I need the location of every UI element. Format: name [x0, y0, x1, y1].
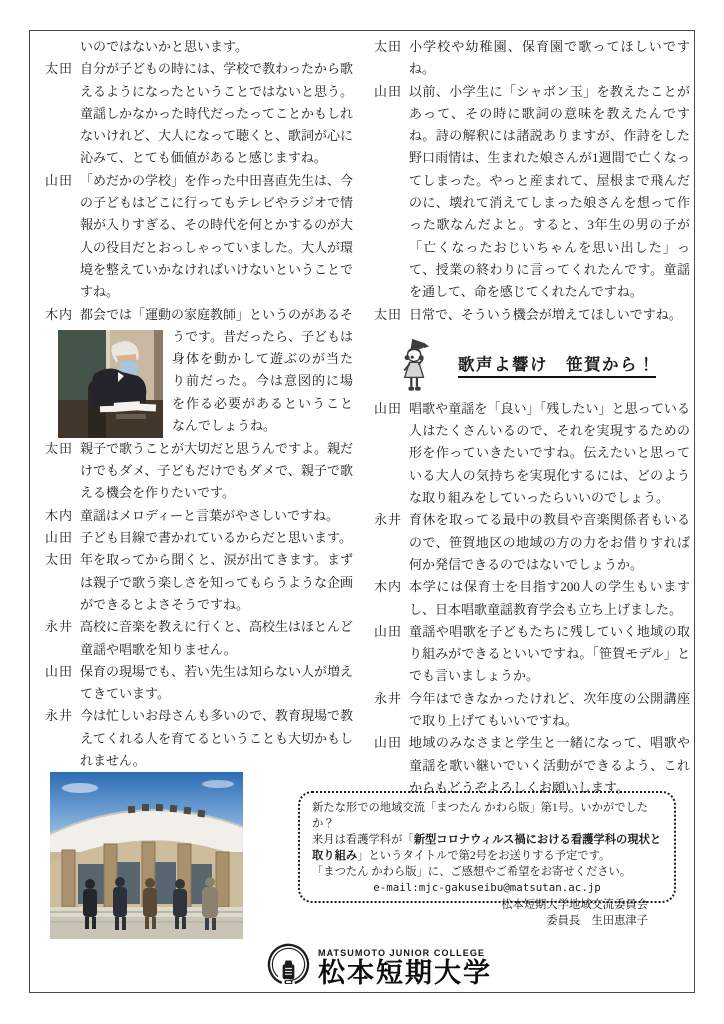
speaker-label: 木内 [45, 507, 74, 523]
dialogue-row [45, 438, 353, 505]
dialogue-row [374, 509, 690, 576]
speaker-label: 太田 [374, 306, 403, 322]
speaker-label: 太田 [45, 440, 74, 456]
dialogue-text: 今は忙しいお母さんも多いので、教育現場で教えてくれる人を育てるということも大切かもしれません。 [80, 708, 354, 769]
dialogue-text: 都会では「運動の家庭教師」というのがあるそ [80, 306, 354, 322]
dialogue-row [45, 36, 353, 58]
dialogue-row [45, 58, 353, 169]
dialogue-row [45, 549, 353, 616]
dialogue-text: 親子で歌うことが大切だと思うんですよ。親だけでもダメ、子どもだけでもダメで、親子で歌える機会を作りたいです。 [80, 440, 354, 501]
speaker-label: 山田 [45, 530, 74, 546]
left-column [45, 36, 353, 772]
dialogue-row [374, 81, 690, 304]
dialogue-text: 日常で、そういう機会が増えてほしいですね。 [409, 306, 682, 322]
notice-line1: 新たな形での地域交流「まつたん かわら版」第1号。いかがでしたか？ [312, 802, 649, 831]
college-logo [266, 941, 492, 995]
dialogue-text: 唱歌や童謡を「良い」「残したい」と思っている人はたくさんいるので、それを実現するための形を作っていきたいですね。伝えたいと思っている大人の気持ちを実現化するには、どのような取り組みをしていったらいいのでしょう。 [409, 400, 690, 506]
college-emblem-icon [266, 941, 311, 995]
speaker-label: 永井 [45, 619, 74, 635]
footer-notice-box [298, 791, 676, 927]
dialogue-row [374, 732, 690, 799]
notice-bold-title: 新型コロナウィルス禍における看護学科の現状と取り組み [312, 834, 662, 863]
dialogue-text: 今年はできなかったけれど、次年度の公開講座で取り上げてもいいですね。 [409, 690, 690, 729]
dialogue-text: 地域のみなさまと学生と一緒になって、唱歌や童謡を歌い継いでいく活動ができるよう、これからもどうぞよろしくお願いします。 [409, 735, 690, 795]
dialogue-text: 本学には保育士を目指す200人の学生もいますし、日本唱歌童謡教育学会も立ち上げました。 [409, 579, 690, 617]
section-heading-block [374, 346, 690, 386]
speaker-label: 木内 [374, 579, 403, 595]
dialogue-row [45, 616, 353, 661]
dialogue-text: 保育の現場でも、若い先生は知らない人が増えてきています。 [80, 663, 354, 702]
speaker-label: 山田 [374, 735, 403, 751]
dialogue-row [374, 36, 690, 81]
logo-text-en: MATSUMOTO JUNIOR COLLEGE [318, 948, 486, 959]
dialogue-row [45, 326, 353, 438]
dialogue-row [45, 170, 353, 304]
dialogue-row [374, 304, 690, 326]
right-column [374, 36, 690, 799]
dialogue-text: 小学校や幼稚園、保育園で歌ってほしいですね。 [409, 39, 690, 77]
dialogue-row [374, 621, 690, 688]
speaker-label: 太田 [45, 61, 74, 77]
notice-line3: 「まつたん かわら版」に、ご感想やご希望をお寄せください。 [312, 866, 632, 879]
speaker-label: 山田 [374, 83, 403, 99]
speaker-label: 太田 [374, 39, 403, 54]
right-column-dialogue-bottom [374, 398, 690, 799]
dialogue-text: 童謡や唱歌を子どもたちに残していく地域の取り組みができるといいですね。「笹賀モデル」とでも言いましょうか。 [409, 623, 690, 684]
logo-text-ja: 松本短期大学 [318, 958, 492, 989]
dialogue-text: うです。昔だったら、子どもは身体を動かして遊ぶのが当たり前だった。今は意図的に場を作る必要があるということなんでしょうね。 [172, 328, 353, 434]
speaker-label: 太田 [45, 552, 74, 568]
speaker-label: 永井 [45, 708, 74, 724]
dialogue-text: 育休を取ってる最中の教員や音楽関係者もいるので、笹賀地区の地域の方の力をお借りすれば何か発信できるのではないでしょうか。 [409, 512, 690, 572]
speaker-label: 山田 [45, 663, 74, 679]
dialogue-row [374, 688, 690, 733]
speaker-label: 山田 [374, 623, 403, 639]
dialogue-row [374, 576, 690, 621]
singing-child-icon [400, 336, 432, 396]
dialogue-text: 年を取ってから聞くと、涙が出てきます。まずは親子で歌う楽しさを知ってもらうような企画ができるとよさそうですね。 [80, 552, 354, 612]
dialogue-text: いのではないかと思います。 [80, 39, 248, 54]
dialogue-text: 「めだかの学校」を作った中田喜直先生は、今の子どもはどこに行ってもテレビやラジオで情報が入りすぎる、その時代を何とかするのが大人の役目だとおっしゃっていました。大人が環境を整えていかなければいけないということですね。 [80, 172, 354, 300]
campus-photo [50, 772, 243, 939]
committee-name: 松本短期大学地域交流委員会 [501, 898, 648, 911]
dialogue-text: 子ども目線で書かれているからだと思います。 [80, 530, 352, 546]
speaker-label: 永井 [374, 690, 403, 706]
interview-photo [58, 330, 163, 438]
speaker-label: 山田 [45, 172, 74, 188]
right-column-dialogue-top [374, 36, 690, 326]
section-heading: 歌声よ響け 笹賀から！ [458, 356, 656, 378]
dialogue-text: 以前、小学生に「シャボン玉」を教えたことがあって、その時に歌詞の意味を教えたんですね。詩の解釈には諸説ありますが、作詩をした野口雨情は、生まれた娘さんが1週間で亡くなってしまった。やっと産まれて、屋根まで飛んだのに、壊れて消えてしまった娘さんを想って作った歌なんだよと。すると、3年生の男の子が「亡くなったおじいちゃんを思い出した」って、授業の終わりに言ってくれたんです。童謡を通して、命を感じてくれたんですね。 [409, 83, 690, 300]
dialogue-text: 高校に音楽を教えに行くと、高校生はほとんど童謡や唱歌を知りません。 [80, 619, 354, 657]
dialogue-row [45, 304, 353, 326]
speaker-label: 山田 [374, 400, 403, 416]
speaker-label: 永井 [374, 512, 403, 528]
dialogue-row [45, 527, 353, 549]
dialogue-text: 自分が子どもの時には、学校で教わったから歌えるようになったということではないと思う。童謡しかなかった時代だったってことかもしれないけれど、大人になって聴くと、歌詞が心に沁みて、とても価値があると感じますね。 [80, 61, 354, 166]
email-text: e-mail:mjc-gakuseibu@matsutan.ac.jp [373, 881, 601, 895]
dialogue-row [45, 661, 353, 706]
dialogue-text: 童謡はメロディーと言葉がやさしいですね。 [80, 507, 339, 523]
notice-line2: 来月は看護学科が「新型コロナウィルス禍における看護学科の現状と取り組み」というタイトルで第2号をお送りする予定です。 [312, 834, 662, 863]
committee-chair: 委員長 生田恵津子 [546, 914, 648, 927]
dialogue-row [45, 505, 353, 527]
dialogue-row [45, 705, 353, 772]
dialogue-row [374, 398, 690, 509]
speaker-label: 木内 [45, 306, 74, 322]
